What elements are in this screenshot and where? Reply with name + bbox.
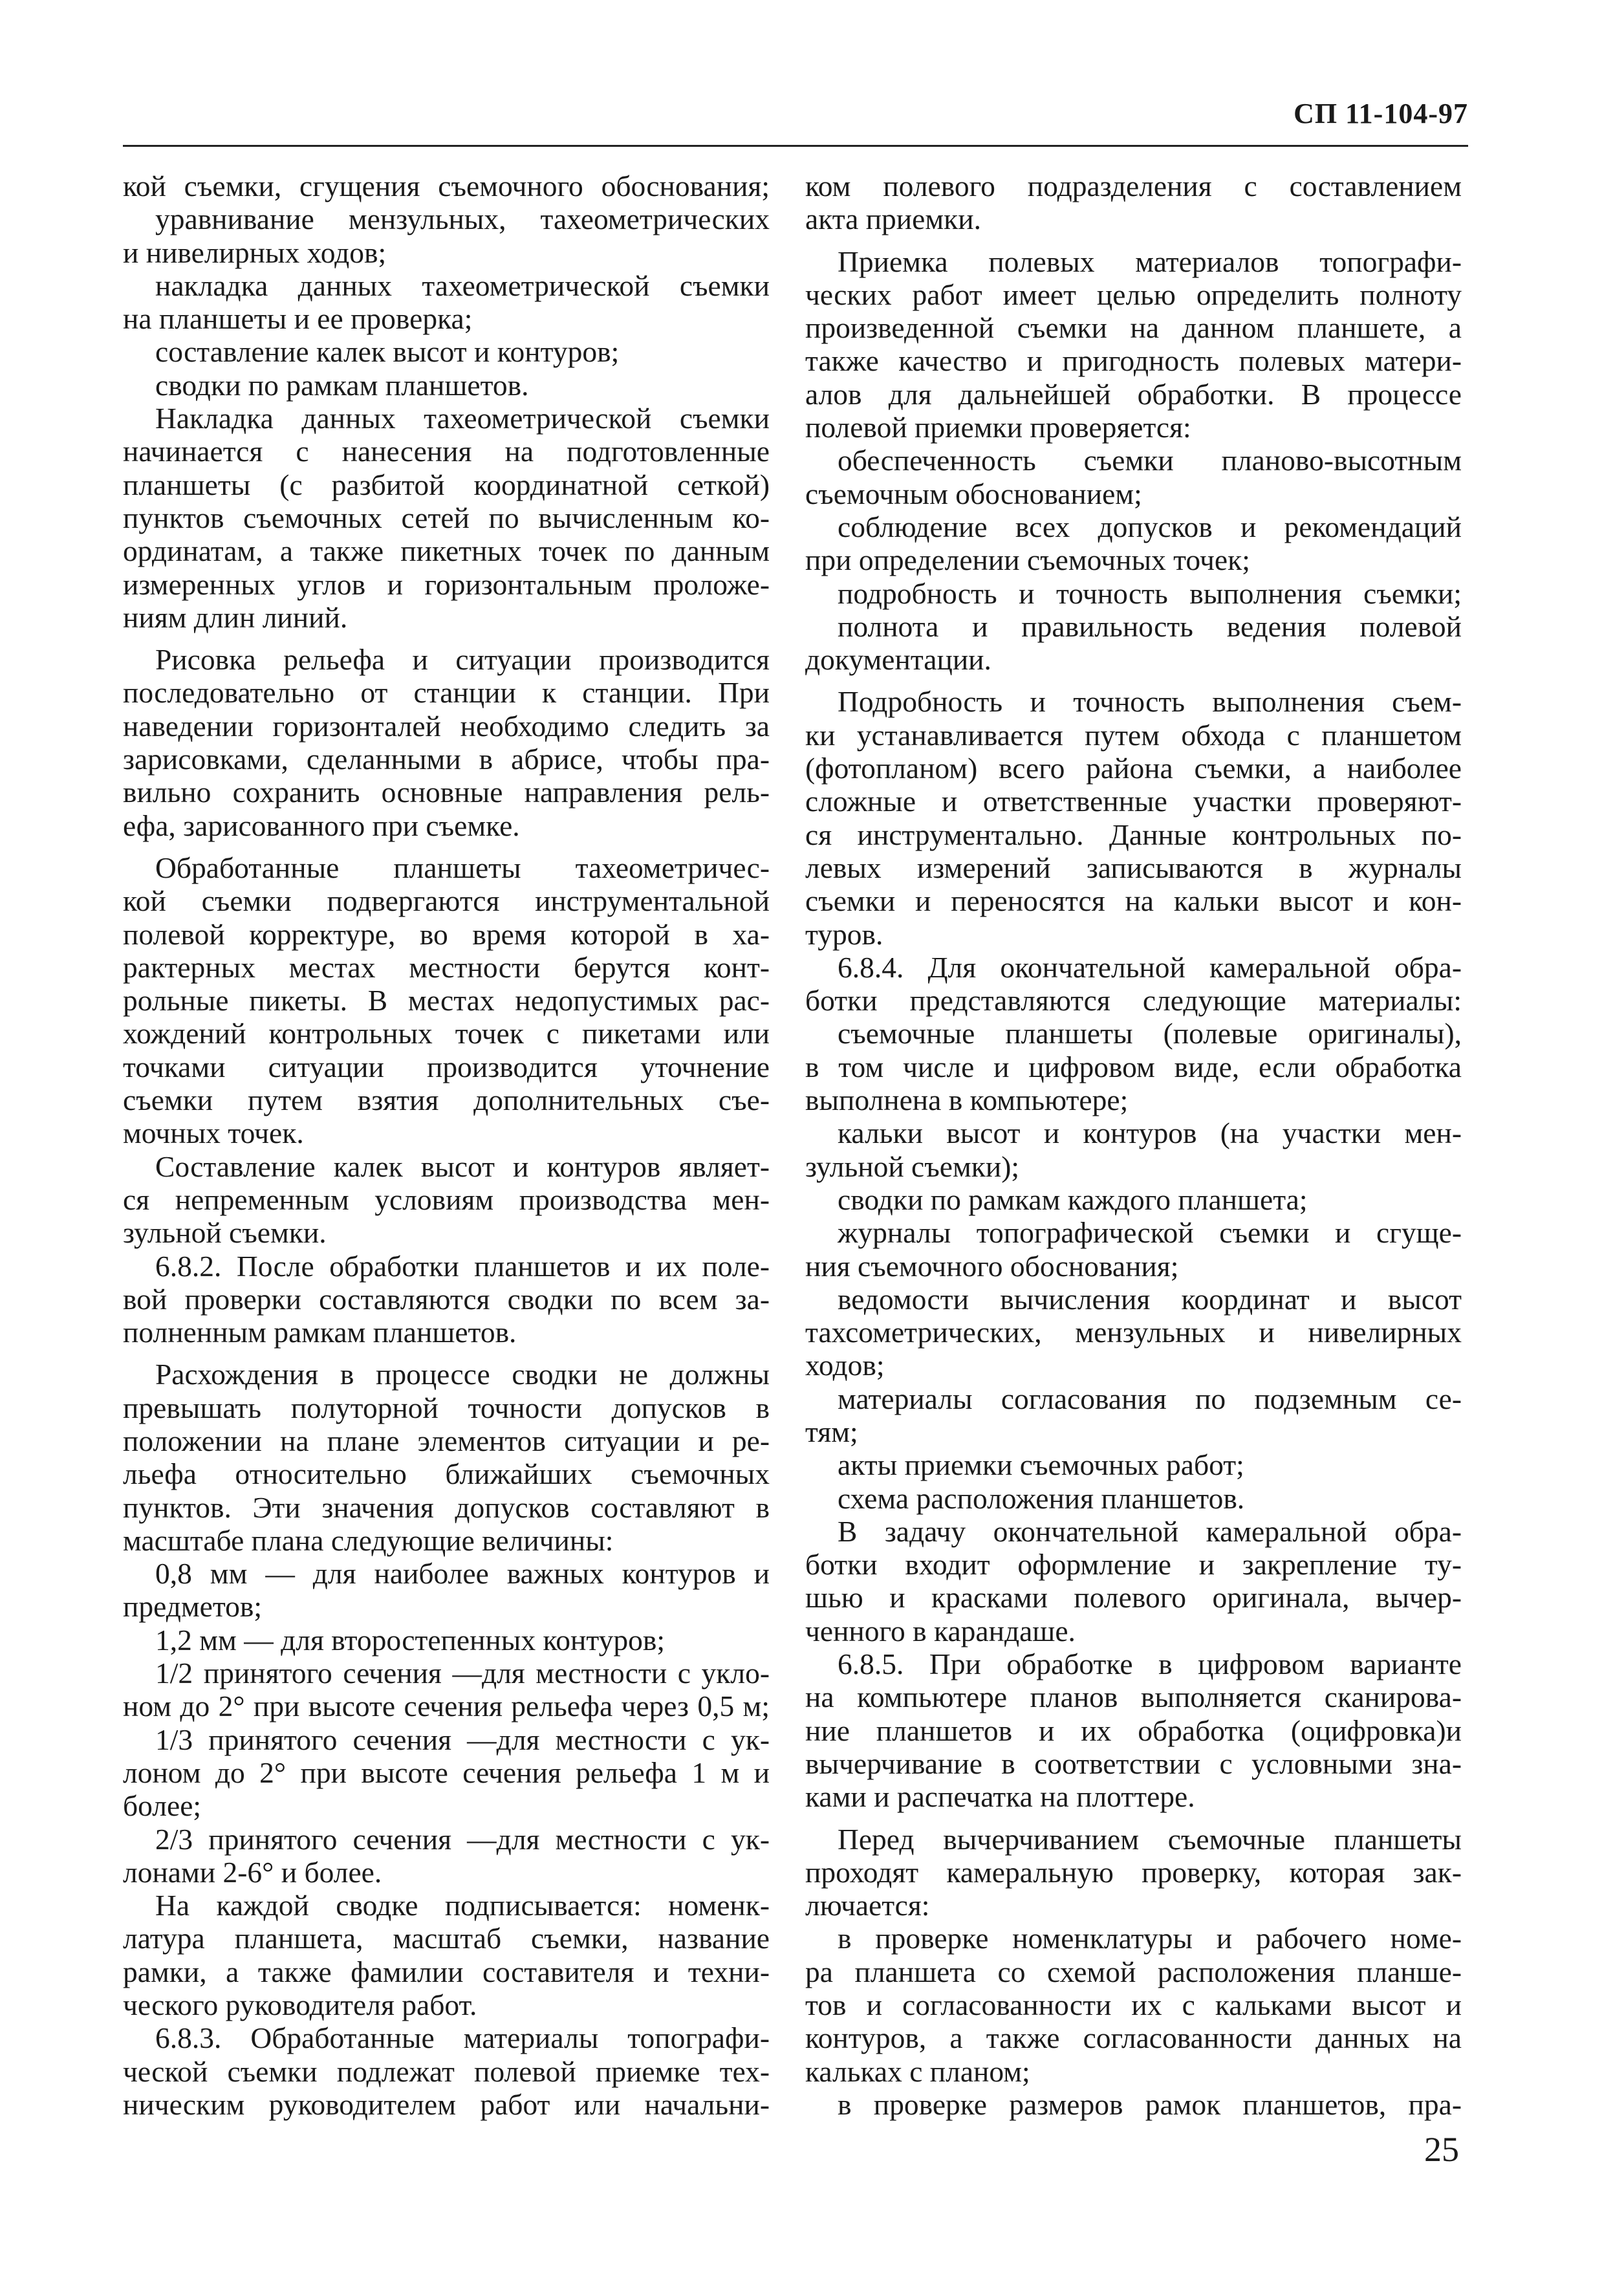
text-line: выполнена в компьютере; [805,1083,1129,1117]
text-line: пунктов. Эти значения допусков составляют в [123,1490,770,1524]
text-line: масштабе плана следующие величины: [123,1523,614,1557]
text-line: ботки входит оформление и закрепление ту- [805,1548,1462,1581]
text-line: сложные и ответственные участки проверяют- [805,785,1462,818]
text-line: полнота и правильность ведения полевой [838,609,1462,643]
text-line: 1/2 принятого сечения —для местности с укло- [155,1657,770,1690]
right-column [805,169,1462,2121]
document-code: СП 11-104-97 [1294,98,1468,129]
text-line: ческой съемки подлежат полевой приемке тех- [123,2054,770,2088]
text-line: Приемка полевых материалов топографи- [838,244,1462,278]
text-line: тахсометрических, мензульных и нивелирных [805,1316,1462,1349]
text-line: шью и красками полевого оригинала, вычер- [805,1581,1462,1614]
text-line: проходят камеральную проверку, которая зак- [805,1855,1462,1889]
text-line: Расхождения в процессе сводки не должны [155,1358,770,1391]
text-line: ки устанавливается путем обхода с планшетом [805,718,1462,752]
text-line: ефа, зарисованного при съемке. [123,809,520,842]
text-line: зарисовками, сделанными в абрисе, чтобы пра- [123,743,770,776]
text-line: планшеты (с разбитой координатной сеткой) [123,468,770,501]
text-line: измеренных углов и горизонтальным проложе- [123,567,770,601]
text-line: в проверке размеров рамок планшетов, пра- [838,2087,1462,2121]
text-line: ниям длин линий. [123,600,348,634]
text-line: Рисовка рельефа и ситуации производится [155,643,770,677]
text-line: на планшеты и ее проверка; [123,302,473,336]
text-line: журналы топографической съемки и сгуще- [838,1216,1462,1250]
text-line: ние планшетов и их обработка (оцифровка)и [805,1713,1462,1747]
text-line: ния съемочного обоснования; [805,1249,1179,1283]
text-line: 6.8.3. Обработанные материалы топографи- [155,2021,770,2055]
text-line: лоном до 2° при высоте сечения рельефа 1 м и [123,1755,770,1789]
text-line: ся непременным условиям производства мен- [123,1182,770,1216]
text-line: ком полевого подразделения с составлением [805,169,1462,202]
text-line: 6.8.4. Для окончательной камеральной обра- [838,950,1462,984]
text-line: съемки путем взятия дополнительных съе- [123,1083,770,1117]
text-line: акты приемки съемочных работ; [838,1448,1244,1482]
text-line: накладка данных тахеометрической съемки [155,268,770,302]
text-line: зульной съемки. [123,1216,327,1250]
text-line: рамки, а также фамилии составителя и техни- [123,1955,770,1988]
text-line: ном до 2° при высоте сечения рельефа через 0,5 м; [123,1690,770,1723]
text-line: произведенной съемки на данном планшете, а [805,311,1462,345]
page-number: 25 [1424,2130,1459,2169]
text-line: (фотопланом) всего района съемки, а наиболее [805,752,1462,785]
text-line: туров. [805,917,883,951]
text-line: вой проверки составляются сводки по всем за- [123,1282,770,1316]
text-line: составление калек высот и контуров; [155,335,620,369]
text-line: 6.8.5. При обработке в цифровом варианте [838,1647,1462,1681]
text-line: алов для дальнейшей обработки. В процессе [805,377,1462,411]
text-line: В задачу окончательной камеральной обра- [838,1514,1462,1548]
text-line: вильно сохранить основные направления рель- [123,776,770,809]
text-line: подробность и точность выполнения съемки; [838,576,1462,610]
text-line: 1/3 принятого сечения —для местности с ук- [155,1722,770,1756]
text-line: Подробность и точность выполнения съем- [838,685,1462,719]
text-line: тов и согласованности их с кальками высот и [805,1988,1462,2022]
text-line: акта приемки. [805,202,981,236]
text-line: на компьютере планов выполняется сканирова- [805,1680,1462,1714]
text-line: На каждой сводке подписывается: номенк- [155,1889,770,1922]
text-line: 6.8.2. После обработки планшетов и их поле- [155,1249,770,1283]
text-line: обеспеченность съемки планово-высотным [838,444,1462,477]
text-line: при определении съемочных точек; [805,543,1250,577]
text-line: контуров, а также согласованности данных на [805,2021,1462,2055]
text-line: ра планшета со схемой расположения планше- [805,1955,1462,1988]
text-line: кой съемки, сгущения съемочного обоснования; [123,169,770,202]
text-line: кальки высот и контуров (на участки мен- [838,1116,1462,1150]
text-line: съемочным обоснованием; [805,477,1142,510]
text-line: 0,8 мм — для наиболее важных контуров и [155,1557,770,1591]
text-line: превышать полуторной точности допусков в [123,1391,770,1424]
text-line: пунктов съемочных сетей по вычисленным ко- [123,501,770,534]
text-line: 1,2 мм — для второстепенных контуров; [155,1623,666,1657]
left-column [123,169,770,2121]
text-line: начинается с нанесения на подготовленные [123,435,770,468]
text-line: также качество и пригодность полевых матери- [805,344,1462,378]
text-line: Составление калек высот и контуров являет- [155,1149,770,1183]
text-line: материалы согласования по подземным се- [838,1382,1462,1415]
text-line: ведомости вычисления координат и высот [838,1282,1462,1316]
text-line: кальках с планом; [805,2054,1030,2088]
text-line: более; [123,1789,202,1823]
text-line: ботки представляются следующие материалы: [805,984,1462,1017]
text-line: полевой приемки проверяется: [805,411,1191,444]
text-line: лючается: [805,1889,930,1922]
text-line: льефа относительно ближайших съемочных [123,1457,770,1491]
text-line: положении на плане элементов ситуации и ре- [123,1424,770,1457]
text-line: ческих работ имеет целью определить полноту [805,277,1462,311]
text-line: левых измерений записываются в журналы [805,851,1462,884]
text-line: предметов; [123,1590,262,1624]
text-line: полевой корректуре, во время которой в ха- [123,917,770,951]
text-line: в проверке номенклатуры и рабочего номе- [838,1922,1462,1955]
text-line: в том числе и цифровом виде, если обработка [805,1050,1462,1083]
text-line: сводки по рамкам каждого планшета; [838,1182,1308,1216]
text-line: уравнивание мензульных, тахеометрических [155,202,770,236]
text-line: документации. [805,643,991,677]
text-line: тям; [805,1415,858,1448]
text-line: сводки по рамкам планшетов. [155,368,529,402]
text-line: мочных точек. [123,1116,304,1150]
text-line: латура планшета, масштаб съемки, название [123,1922,770,1955]
text-line: ходов; [805,1349,885,1382]
text-line: кой съемки подвергаются инструментальной [123,884,770,918]
text-line: Обработанные планшеты тахеометричес- [155,851,770,884]
text-line: Перед вычерчиванием съемочные планшеты [838,1822,1462,1856]
text-line: последовательно от станции к станции. При [123,676,770,710]
text-line: ками и распечатка на плоттере. [805,1780,1195,1814]
text-line: рольные пикеты. В местах недопустимых рас- [123,984,770,1017]
text-line: ническим руководителем работ или начальни- [123,2087,770,2121]
text-line: ческого руководителя работ. [123,1988,477,2022]
text-line: зульной съемки); [805,1149,1020,1183]
text-line: рактерных местах местности берутся конт- [123,950,770,984]
text-line: ся инструментально. Данные контрольных по- [805,818,1462,851]
text-line: хождений контрольных точек с пикетами или [123,1017,770,1050]
text-line: схема расположения планшетов. [838,1481,1245,1515]
text-line: ординатам, а также пикетных точек по данным [123,534,770,568]
text-line: Накладка данных тахеометрической съемки [155,402,770,435]
text-line: съемочные планшеты (полевые оригиналы), [838,1017,1462,1050]
text-line: 2/3 принятого сечения —для местности с ук- [155,1822,770,1856]
text-line: точками ситуации производится уточнение [123,1050,770,1083]
text-line: лонами 2-6° и более. [123,1855,382,1889]
text-line: вычерчивание в соответствии с условными зна- [805,1746,1462,1780]
text-line: съемки и переносятся на кальки высот и кон- [805,884,1462,918]
text-line: наведении горизонталей необходимо следить за [123,709,770,743]
text-line: и нивелирных ходов; [123,235,387,269]
text-line: соблюдение всех допусков и рекомендаций [838,510,1462,543]
page-header [123,97,1468,147]
text-line: полненным рамкам планшетов. [123,1316,517,1349]
text-line: ченного в карандаше. [805,1614,1076,1647]
